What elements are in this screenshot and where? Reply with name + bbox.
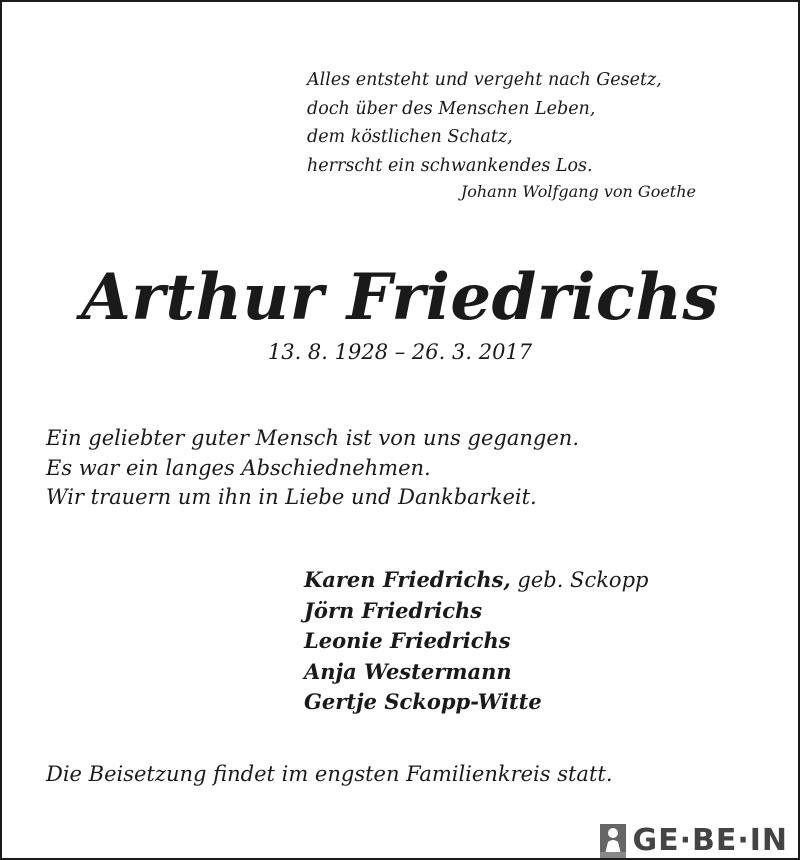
quote-author: Johann Wolfgang von Goethe [460, 182, 696, 201]
mourner-name: Anja Westermann [304, 658, 512, 684]
gebein-logo [600, 822, 788, 858]
life-dates: 13. 8. 1928 – 26. 3. 2017 [267, 340, 533, 364]
mourner-name: Karen Friedrichs, [304, 567, 511, 592]
deceased-name: Arthur Friedrichs [81, 260, 719, 335]
message-line: Ein geliebter guter Mensch ist von uns gegangen. [46, 426, 579, 450]
mourner-item [304, 657, 648, 688]
mourner-name: Leonie Friedrichs [304, 628, 511, 653]
mourner-name: Jörn Friedrichs [304, 597, 483, 623]
message-line: Wir trauern um ihn in Liebe und Dankbarkeit. [46, 485, 537, 509]
mourning-message [46, 424, 579, 513]
mourners-list [304, 565, 648, 718]
mourner-name: Gertje Sckopp-Witte [304, 689, 542, 714]
mourner-item [304, 626, 648, 657]
gebein-figure-icon [600, 824, 626, 858]
message-line: Es war ein langes Abschiednehmen. [46, 455, 431, 480]
quote-line: doch über des Menschen Leben, [307, 98, 596, 119]
quote-line: Alles entsteht und vergeht nach Gesetz, [307, 70, 662, 90]
mourner-suffix: geb. Sckopp [510, 568, 649, 592]
mourner-item [304, 687, 648, 718]
mourner-item [304, 596, 648, 627]
quote-line: dem köstlichen Schatz, [307, 127, 513, 147]
logo-text: GE·BE·IN [632, 823, 788, 858]
goethe-quote [307, 66, 662, 180]
quote-line: herrscht ein schwankendes Los. [307, 155, 593, 176]
mourner-item [304, 565, 648, 596]
burial-notice: Die Beisetzung findet im engsten Familienkreis statt. [46, 762, 613, 786]
